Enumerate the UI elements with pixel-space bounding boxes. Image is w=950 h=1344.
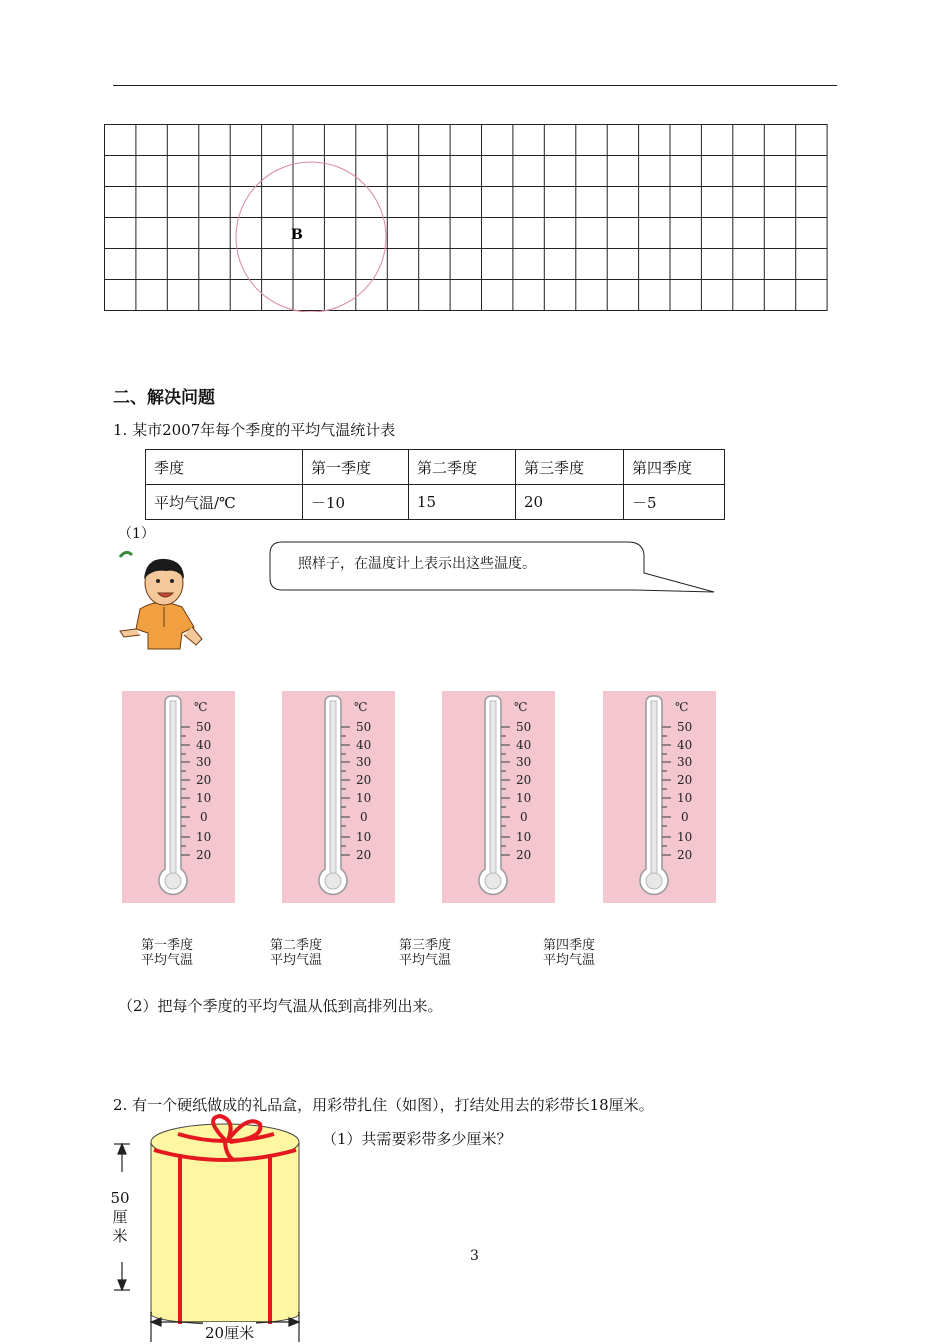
caption-q1 xyxy=(141,938,193,968)
square-grid xyxy=(104,124,830,312)
question-2-title: 2. 有一个硬纸做成的礼品盒，用彩带扎住（如图），打结处用去的彩带长18厘米。 xyxy=(113,1096,654,1114)
question-2-part-1: （1）共需要彩带多少厘米？ xyxy=(322,1130,512,1148)
tick-label: 20 xyxy=(356,773,372,787)
tick-label: 0 xyxy=(360,810,368,824)
unit-label: ℃ xyxy=(194,700,208,714)
thermometer-2[interactable] xyxy=(282,691,395,903)
table-cell: 季度 xyxy=(146,450,303,485)
tick-label: 10 xyxy=(677,830,693,844)
table-cell: 第三季度 xyxy=(516,450,624,485)
caption-line: 第一季度 xyxy=(141,938,194,953)
question-1-title: 1. 某市2007年每个季度的平均气温统计表 xyxy=(113,421,396,439)
height-label xyxy=(110,1189,130,1246)
part-1-label: （1） xyxy=(118,526,155,542)
thermometer-1-graphic xyxy=(122,691,235,903)
thermometer-3-graphic xyxy=(442,691,555,903)
tick-label: 50 xyxy=(196,720,212,734)
tick-label: 40 xyxy=(196,738,212,752)
tick-label: 20 xyxy=(677,848,693,862)
table-cell: 平均气温/℃ xyxy=(146,485,303,520)
caption-q4 xyxy=(543,938,595,968)
table-cell: 第一季度 xyxy=(303,450,409,485)
tick-label: 10 xyxy=(356,830,372,844)
tick-label: 0 xyxy=(200,810,208,824)
height-unit-char: 厘 xyxy=(112,1208,128,1226)
tick-label: 20 xyxy=(196,848,212,862)
table-cell: 第二季度 xyxy=(409,450,516,485)
tick-label: 40 xyxy=(677,738,693,752)
point-b-label: B xyxy=(291,227,303,243)
page-number: 3 xyxy=(470,1248,479,1264)
boy-illustration xyxy=(118,549,218,653)
table-cell: 15 xyxy=(409,485,516,520)
thermometer-4-graphic xyxy=(603,691,716,903)
tick-label: 10 xyxy=(356,791,372,805)
tick-label: 10 xyxy=(677,791,693,805)
table-cell: 第四季度 xyxy=(624,450,725,485)
table-cell: －5 xyxy=(624,485,725,520)
tick-label: 30 xyxy=(677,755,693,769)
tick-label: 30 xyxy=(196,755,212,769)
header-rule xyxy=(113,85,837,86)
table-cell: 20 xyxy=(516,485,624,520)
tick-label: 20 xyxy=(196,773,212,787)
tick-label: 20 xyxy=(356,848,372,862)
thermometer-2-graphic xyxy=(282,691,395,903)
caption-line: 平均气温 xyxy=(543,953,596,968)
caption-line: 第四季度 xyxy=(543,938,596,953)
caption-line: 第三季度 xyxy=(399,938,452,953)
tick-label: 0 xyxy=(681,810,689,824)
tick-label: 10 xyxy=(516,791,532,805)
width-label: 20厘米 xyxy=(205,1324,255,1342)
tick-label: 40 xyxy=(356,738,372,752)
tick-label: 30 xyxy=(356,755,372,769)
table-cell: －10 xyxy=(303,485,409,520)
temperature-table xyxy=(145,449,725,520)
thermometer-1[interactable] xyxy=(122,691,235,903)
thermometer-3[interactable] xyxy=(442,691,555,903)
tick-label: 0 xyxy=(520,810,528,824)
caption-line: 平均气温 xyxy=(141,953,194,968)
unit-label: ℃ xyxy=(514,700,528,714)
tick-label: 20 xyxy=(516,848,532,862)
speech-bubble-text: 照样子，在温度计上表示出这些温度。 xyxy=(298,556,536,572)
table-row xyxy=(146,485,725,520)
tick-label: 20 xyxy=(677,773,693,787)
section-title: 二、解决问题 xyxy=(113,388,215,408)
drawn-circle xyxy=(236,162,386,312)
tick-label: 50 xyxy=(516,720,532,734)
caption-q3 xyxy=(399,938,451,968)
tick-label: 10 xyxy=(196,791,212,805)
caption-line: 第二季度 xyxy=(270,938,323,953)
tick-label: 10 xyxy=(196,830,212,844)
tick-label: 50 xyxy=(677,720,693,734)
tick-label: 40 xyxy=(516,738,532,752)
unit-label: ℃ xyxy=(675,700,689,714)
caption-line: 平均气温 xyxy=(270,953,323,968)
tick-label: 50 xyxy=(356,720,372,734)
height-value: 50 xyxy=(110,1189,130,1207)
tick-label: 20 xyxy=(516,773,532,787)
tick-label: 30 xyxy=(516,755,532,769)
gift-box-diagram xyxy=(108,1112,320,1344)
unit-label: ℃ xyxy=(354,700,368,714)
tick-label: 10 xyxy=(516,830,532,844)
table-header-row xyxy=(146,450,725,485)
caption-q2 xyxy=(270,938,322,968)
height-unit-char: 米 xyxy=(112,1227,128,1245)
caption-line: 平均气温 xyxy=(399,953,452,968)
thermometer-4[interactable] xyxy=(603,691,716,903)
part-2-text: （2）把每个季度的平均气温从低到高排列出来。 xyxy=(118,997,443,1015)
